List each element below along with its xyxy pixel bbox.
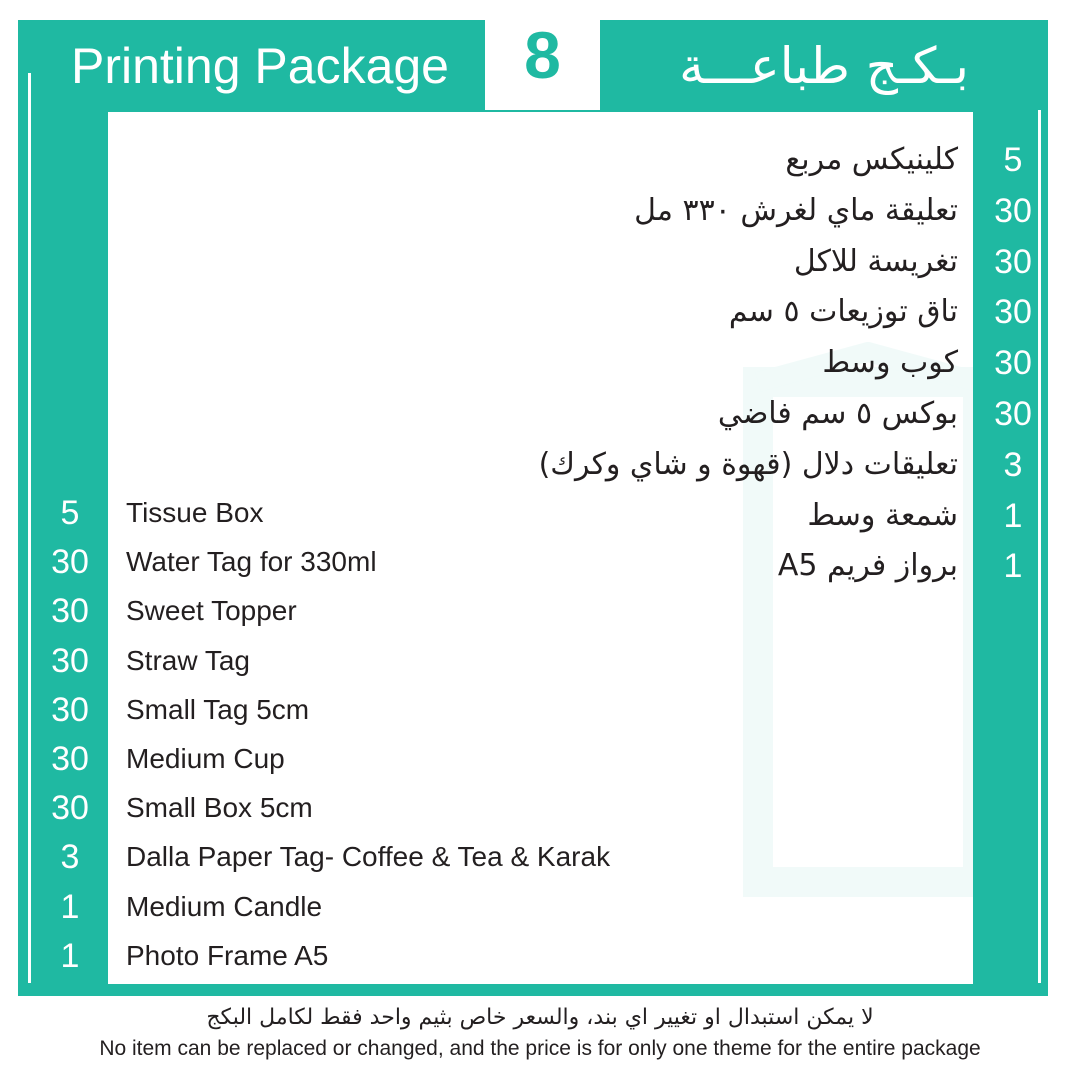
arabic-item-label: تاق توزيعات ٥ سم	[728, 294, 958, 330]
arabic-item-qty: 1	[1003, 496, 1023, 535]
package-number: 8	[485, 0, 600, 110]
arabic-item-label: شمعة وسط	[807, 497, 958, 533]
arabic-item-label: كلينيكس مربع	[785, 142, 958, 177]
arabic-item-qty: 30	[994, 191, 1032, 230]
english-item-qty: 5	[60, 494, 80, 532]
english-item-qty: 30	[51, 789, 89, 828]
english-item-qty: 3	[60, 838, 80, 877]
english-item-label: Small Tag 5cm	[126, 693, 310, 725]
arabic-item-label: تعليقة ماي لغرش ٣٣٠ مل	[634, 192, 958, 228]
footer-note-english: No item can be replaced or changed, and the price is for only one theme for the entire package	[99, 1037, 981, 1060]
arabic-item-qty: 30	[994, 293, 1032, 332]
english-item-qty: 30	[51, 740, 89, 778]
title-english: Printing Package	[36, 22, 484, 110]
english-item-qty: 1	[60, 936, 80, 975]
english-item-qty: 30	[51, 690, 89, 729]
title-arabic: بـكـج طباعـــة	[601, 22, 1047, 110]
english-item-label: Small Box 5cm	[126, 792, 313, 824]
english-item-qty: 30	[51, 592, 89, 631]
english-item-qty: 1	[60, 887, 80, 926]
arabic-item-label: كوب وسط	[822, 345, 958, 381]
arabic-item-label: برواز فريم A5	[777, 548, 958, 584]
arabic-item-qty: 30	[994, 242, 1032, 281]
english-item-label: Medium Candle	[126, 890, 323, 922]
english-item-label: Water Tag for 330ml	[126, 546, 377, 578]
frame-inner-line-left	[28, 73, 31, 983]
arabic-item-label: تغريسة للاكل	[793, 243, 958, 279]
english-item-label: Dalla Paper Tag- Coffee & Tea & Karak	[126, 841, 611, 873]
footer-note-arabic: لا يمكن استبدال او تغيير اي بند، والسعر خاص بثيم واحد فقط لكامل البكج	[206, 1005, 874, 1030]
english-item-label: Sweet Topper	[126, 595, 297, 627]
arabic-item-label: بوكس ٥ سم فاضي	[717, 396, 958, 431]
arabic-item-qty: 30	[994, 395, 1032, 433]
english-item-label: Tissue Box	[126, 497, 264, 528]
english-item-label: Medium Cup	[126, 743, 285, 774]
arabic-item-label: تعليقات دلال (قهوة و شاي وكرك)	[538, 446, 958, 482]
arabic-item-qty: 30	[994, 344, 1032, 383]
arabic-item-qty: 3	[1003, 445, 1023, 484]
english-item-qty: 30	[51, 543, 89, 582]
english-item-label: Straw Tag	[126, 644, 250, 676]
arabic-item-qty: 5	[1003, 141, 1023, 179]
english-item-qty: 30	[51, 641, 89, 680]
arabic-item-qty: 1	[1003, 547, 1023, 586]
english-item-label: Photo Frame A5	[126, 939, 329, 971]
